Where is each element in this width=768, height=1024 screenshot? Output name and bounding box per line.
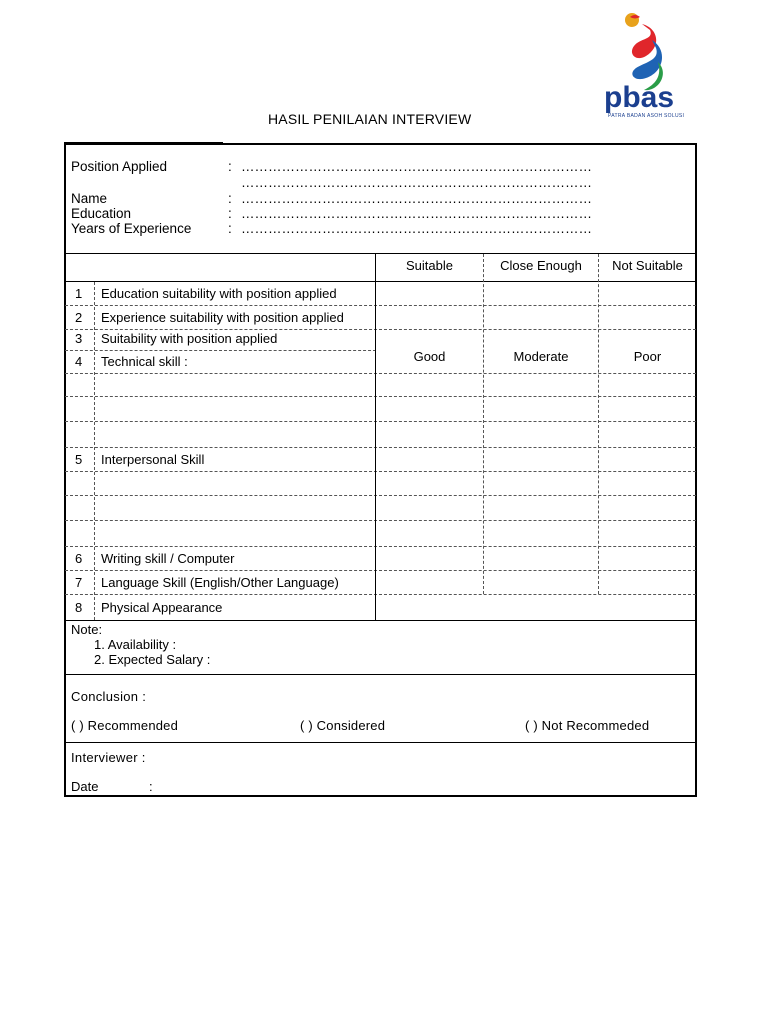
criteria-no: 7 bbox=[75, 575, 83, 590]
criteria-text: Physical Appearance bbox=[101, 600, 223, 615]
date-colon: : bbox=[149, 779, 153, 794]
field-name[interactable]: …………………………………………………………………… bbox=[241, 191, 592, 206]
colon: : bbox=[228, 159, 232, 174]
row-divider bbox=[65, 495, 696, 496]
colon: : bbox=[228, 191, 232, 206]
rule bbox=[65, 620, 696, 621]
field-position-applied-line2[interactable]: …………………………………………………………………… bbox=[241, 175, 592, 190]
rating-poor: Poor bbox=[633, 349, 662, 364]
criteria-no: 8 bbox=[75, 600, 83, 615]
criteria-text: Language Skill (English/Other Language) bbox=[101, 575, 339, 590]
row-divider bbox=[65, 594, 696, 595]
logo-tagline: PATRA BADAN ASOH SOLUSI bbox=[608, 113, 685, 119]
rating-moderate: Moderate bbox=[513, 349, 569, 364]
col-header-not-suitable: Not Suitable bbox=[612, 258, 683, 273]
field-education[interactable]: …………………………………………………………………… bbox=[241, 206, 592, 221]
label-position-applied: Position Applied bbox=[71, 159, 168, 174]
colon: : bbox=[228, 221, 232, 236]
logo-text: pbas bbox=[604, 81, 675, 114]
field-position-applied[interactable]: …………………………………………………………………… bbox=[241, 159, 592, 174]
criteria-text: Writing skill / Computer bbox=[101, 551, 235, 566]
row-divider bbox=[65, 546, 696, 547]
colon: : bbox=[228, 206, 232, 221]
row-divider bbox=[65, 421, 696, 422]
option-not-recommended[interactable]: ( ) Not Recommeded bbox=[525, 718, 650, 733]
option-recommended[interactable]: ( ) Recommended bbox=[71, 718, 179, 733]
label-name: Name bbox=[71, 191, 108, 206]
row-divider bbox=[65, 447, 696, 448]
rating-good: Good bbox=[413, 349, 446, 364]
pbas-logo bbox=[600, 10, 696, 122]
row-divider bbox=[65, 570, 696, 571]
criteria-no: 6 bbox=[75, 551, 83, 566]
row-divider bbox=[65, 396, 696, 397]
col-header-close-enough: Close Enough bbox=[500, 258, 582, 273]
form-title: HASIL PENILAIAN INTERVIEW bbox=[268, 111, 472, 127]
criteria-text: Suitability with position applied bbox=[101, 331, 278, 346]
criteria-text: Interpersonal Skill bbox=[101, 452, 205, 467]
criteria-text: Technical skill : bbox=[101, 354, 188, 369]
col-divider bbox=[598, 254, 599, 594]
criteria-text: Experience suitability with position applied bbox=[101, 310, 344, 325]
criteria-no: 4 bbox=[75, 354, 83, 369]
criteria-no: 3 bbox=[75, 331, 83, 346]
date-label: Date bbox=[71, 779, 99, 794]
rule bbox=[65, 674, 696, 675]
row-divider bbox=[65, 373, 696, 374]
col-header-suitable: Suitable bbox=[406, 258, 453, 273]
col-divider bbox=[94, 282, 95, 620]
field-years-experience[interactable]: …………………………………………………………………… bbox=[241, 221, 592, 236]
form-box bbox=[64, 143, 697, 797]
row-divider bbox=[65, 471, 696, 472]
criteria-no: 5 bbox=[75, 452, 83, 467]
row-divider bbox=[65, 520, 696, 521]
rule bbox=[65, 253, 696, 254]
col-divider bbox=[483, 254, 484, 594]
label-education: Education bbox=[71, 206, 132, 221]
interviewer-label: Interviewer : bbox=[71, 750, 146, 765]
label-years-experience: Years of Experience bbox=[71, 221, 192, 236]
row-divider bbox=[65, 350, 376, 351]
note-availability: 1. Availability : bbox=[94, 637, 177, 652]
conclusion-label: Conclusion : bbox=[71, 689, 147, 704]
col-divider bbox=[375, 254, 376, 620]
criteria-no: 2 bbox=[75, 310, 83, 325]
note-label: Note: bbox=[71, 622, 103, 637]
criteria-text: Education suitability with position applied bbox=[101, 286, 337, 301]
row-divider bbox=[65, 329, 696, 330]
note-expected-salary: 2. Expected Salary : bbox=[94, 652, 211, 667]
option-considered[interactable]: ( ) Considered bbox=[300, 718, 386, 733]
row-divider bbox=[65, 305, 696, 306]
rule bbox=[65, 742, 696, 743]
rule bbox=[65, 281, 696, 282]
criteria-no: 1 bbox=[75, 286, 83, 301]
